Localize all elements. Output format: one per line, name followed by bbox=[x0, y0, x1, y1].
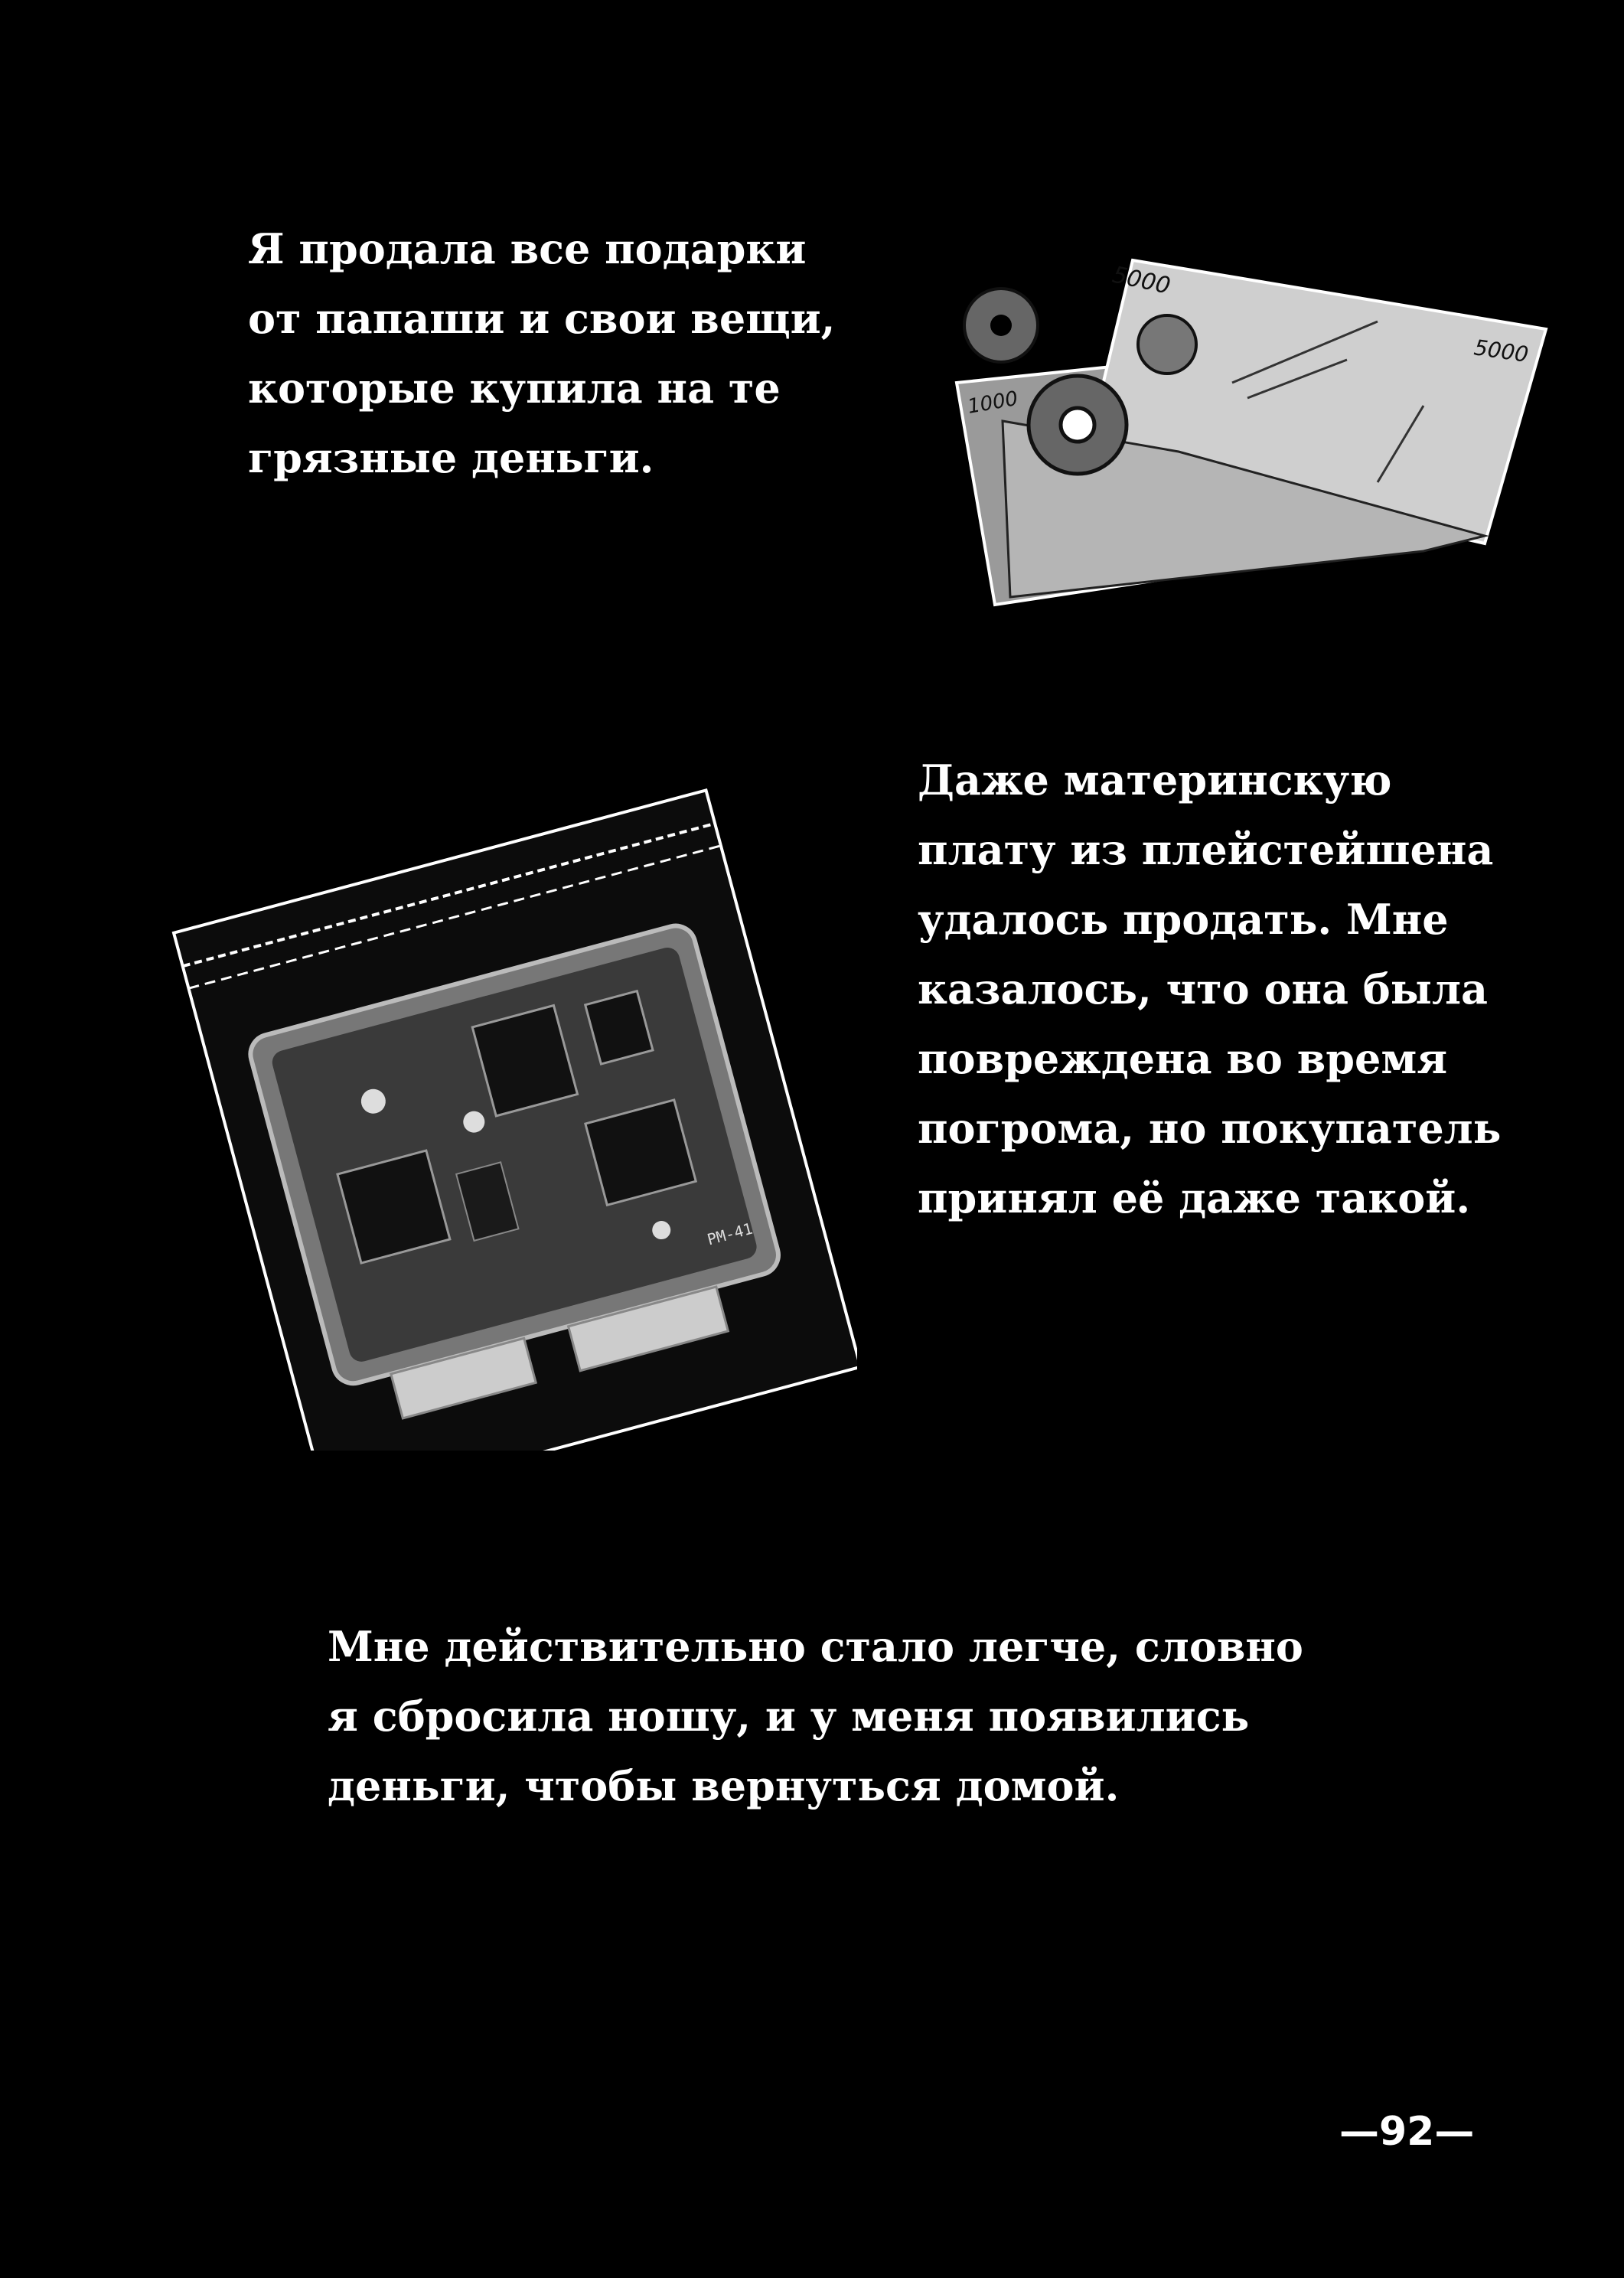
board-label: PM-41 bbox=[705, 1219, 755, 1249]
motherboard-in-bag-icon bbox=[145, 731, 857, 1451]
caption-line: плату из плейстейшена bbox=[918, 825, 1494, 874]
caption-line: удалось продать. Мне bbox=[918, 895, 1449, 944]
caption-line: грязные деньги. bbox=[248, 433, 654, 482]
caption-line: от папаши и свои вещи, bbox=[248, 294, 836, 343]
page-number: —92— bbox=[1339, 2109, 1475, 2155]
caption-line: погрома, но покупатель bbox=[918, 1104, 1502, 1153]
banknote-value: 1000 bbox=[966, 387, 1020, 419]
caption-line: Мне действительно стало легче, словно bbox=[328, 1622, 1303, 1671]
banknote-value: 5000 bbox=[1110, 261, 1173, 300]
caption-line: повреждена во время bbox=[918, 1034, 1448, 1083]
caption-line: принял её даже такой. bbox=[918, 1173, 1471, 1222]
caption-line: Я продала все подарки bbox=[248, 224, 807, 273]
caption-line: казалось, что она была bbox=[918, 964, 1489, 1013]
caption-sold-gifts bbox=[248, 214, 835, 493]
caption-line: Даже материнскую bbox=[918, 756, 1392, 804]
caption-line: деньги, чтобы вернуться домой. bbox=[328, 1761, 1120, 1810]
banknote-value: 5000 bbox=[1472, 335, 1531, 367]
banknotes-and-coins-icon bbox=[949, 245, 1577, 612]
caption-line: которые купила на те bbox=[248, 364, 781, 413]
caption-relief bbox=[328, 1612, 1303, 1821]
caption-motherboard bbox=[918, 746, 1501, 1233]
caption-line: я сбросила ношу, и у меня появились bbox=[328, 1692, 1250, 1741]
